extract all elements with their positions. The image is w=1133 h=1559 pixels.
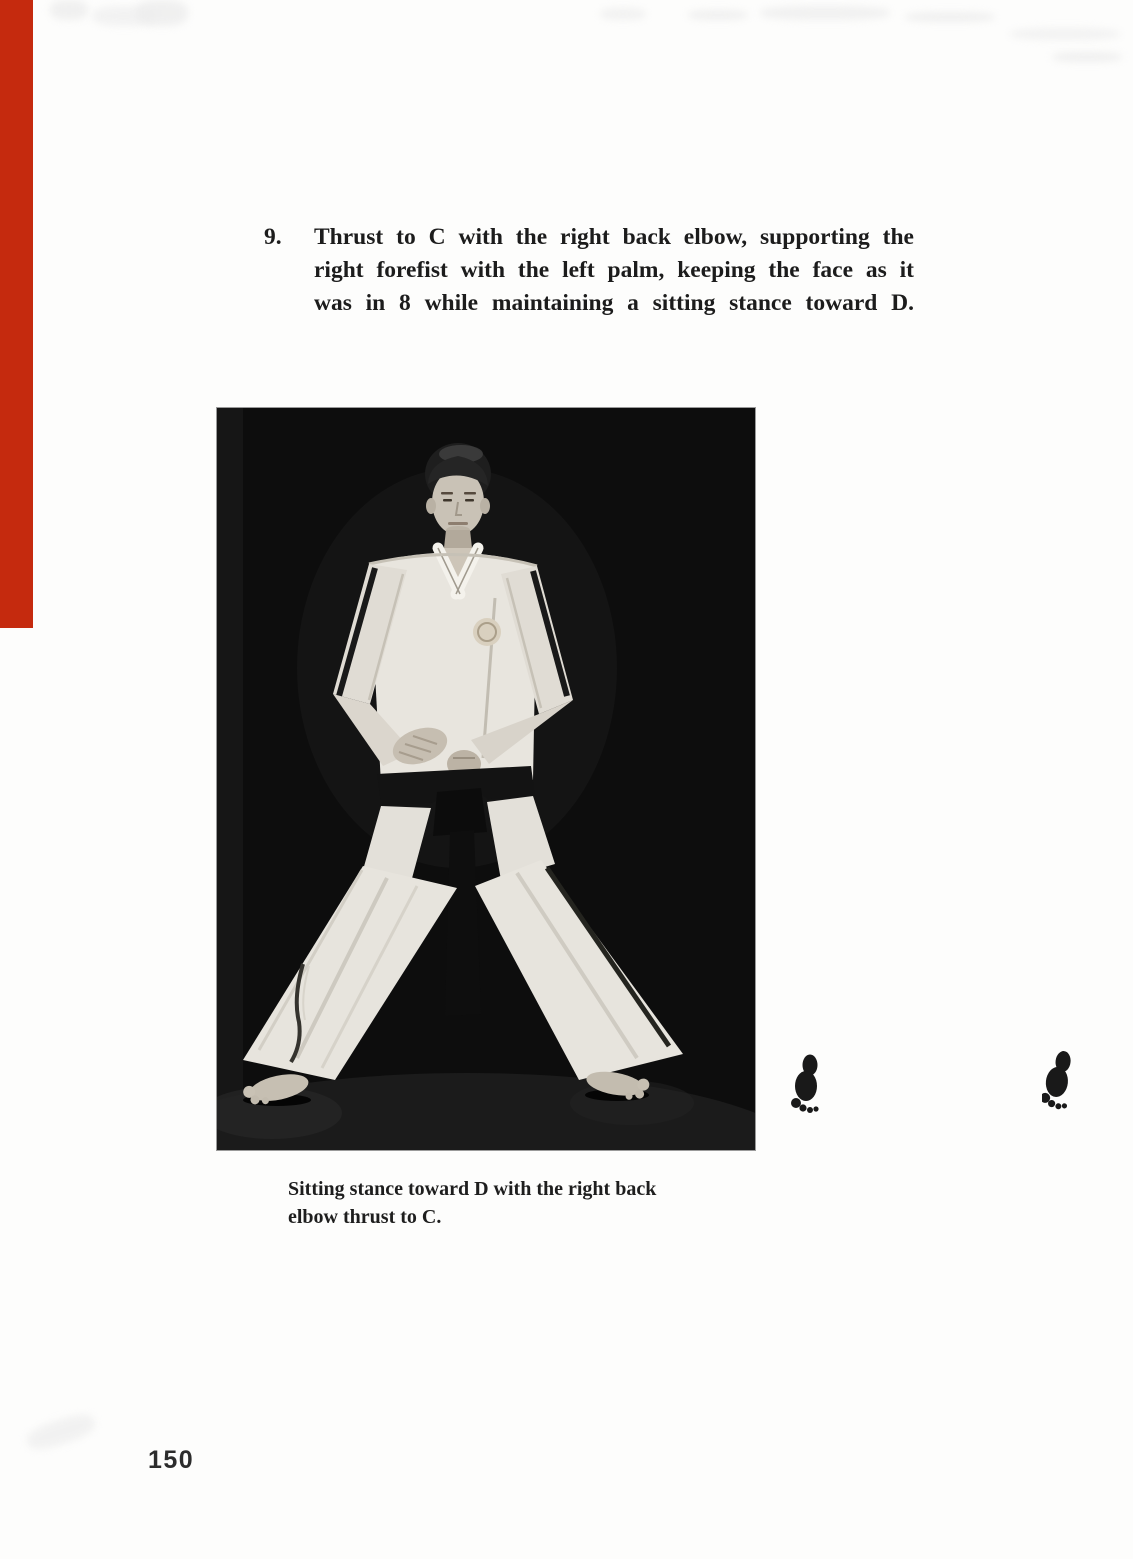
instruction-line: right forefist with the left palm, keeping the face as it	[314, 257, 914, 283]
scan-smudge	[905, 12, 995, 22]
scan-smudge	[1010, 28, 1120, 40]
scan-smudge	[600, 8, 646, 20]
photo-caption	[288, 1176, 740, 1231]
scan-smudge	[688, 10, 748, 20]
instruction-text	[314, 221, 914, 320]
red-edge-ribbon	[0, 0, 33, 628]
instruction-step-9	[264, 221, 914, 320]
martial-artist-photo	[217, 408, 755, 1150]
caption-line: elbow thrust to C.	[288, 1205, 442, 1228]
page-number: 150	[148, 1446, 195, 1474]
instruction-line: Thrust to C with the right back elbow, supporting the	[314, 224, 914, 250]
footprint-icon	[1042, 1050, 1072, 1112]
scan-smudge	[24, 1410, 98, 1454]
scan-smudge	[136, 0, 188, 26]
scan-smudge	[1052, 52, 1122, 62]
footprint-icon	[791, 1054, 821, 1116]
caption-line: Sitting stance toward D with the right back	[288, 1178, 657, 1200]
scan-smudge	[50, 0, 88, 20]
scan-smudge	[760, 6, 890, 20]
instruction-line: was in 8 while maintaining a sitting stance toward D.	[314, 290, 914, 316]
step-number: 9.	[264, 224, 282, 250]
stance-photo-figure	[217, 408, 755, 1150]
